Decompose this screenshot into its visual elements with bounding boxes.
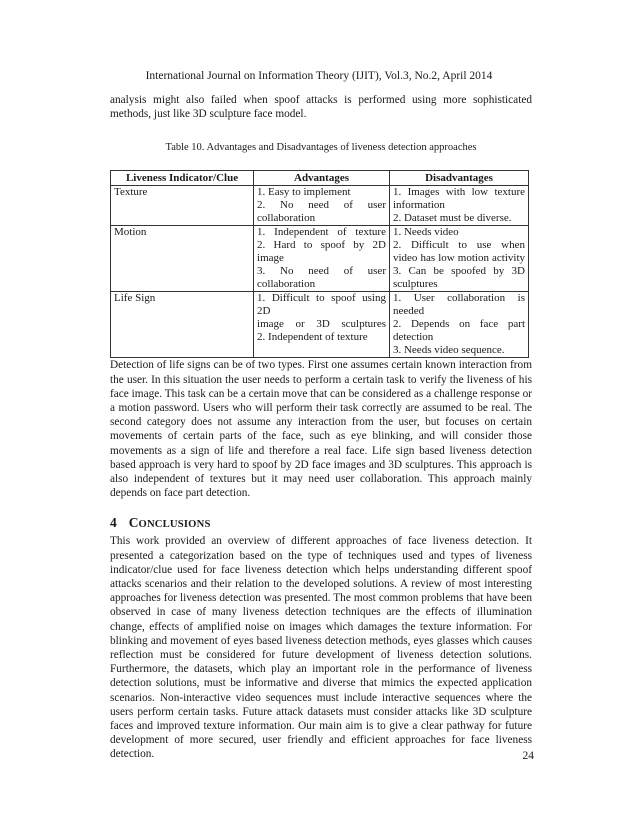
table-row [111, 226, 529, 292]
cell-line: needed [392, 305, 425, 318]
conclusions-paragraph: This work provided an overview of different approaches of face liveness detection. It presented a categorization based on the type of techniques used and types of liveness indicator/clue used for face liveness detection which helps understanding different spoof attacks scenarios and their relation to the developed solutions. A review of most interesting approaches for liveness detection was presented. The most common problems that have been observed in case of many liveness detection techniques are the effects of illumination change, effects of amplified noise on images which damages the texture information. For blinking and movement of eyes based liveness detection methods, eyes glasses which causes reflection must be considered for future development of liveness detection solutions. Furthermore, the datasets, which play an important role in the performance of liveness detection solutions, must be informative and diverse that mimics the expected application scenarios. Non-interactive video sequences must include interactive sequences where the users perform certain tasks. Future attack datasets must consider attacks like 3D sculpture faces and improved texture information. Our main aim is to give a clear pathway for future development of more secured, user friendly and efficient approaches for face liveness detection. [110, 535, 532, 761]
cell-line: 2. Difficult to use when [392, 239, 525, 252]
intro-paragraph: analysis might also failed when spoof attacks is performed using more sophisticated methods, just like 3D sculpture face model. [110, 94, 532, 121]
cell-line: collaboration [257, 278, 316, 291]
cell-disadvantages [389, 186, 528, 226]
column-header-indicator: Liveness Indicator/Clue [111, 171, 254, 186]
cell-line: 3. Can be spoofed by 3D [392, 265, 525, 278]
section-number: 4 [110, 515, 117, 531]
running-header: International Journal on Information Theory (IJIT), Vol.3, No.2, April 2014 [145, 70, 493, 82]
page-content [110, 93, 532, 762]
cell-line: 2. Hard to spoof by 2D [257, 239, 386, 252]
cell-line: video has low motion activity [392, 252, 525, 265]
table-header-row [111, 171, 529, 186]
table-row [111, 186, 529, 226]
cell-line: 3. No need of user [257, 265, 386, 278]
section-title-rest: ONCLUSIONS [138, 519, 211, 531]
cell-advantages [254, 186, 390, 226]
cell-line: image [257, 252, 284, 265]
cell-line: image or 3D sculptures [257, 318, 386, 331]
life-sign-paragraph: Detection of life signs can be of two types. First one assumes certain known interaction from the user. In this situation the user needs to perform a certain task to verify the liveness of his face image. This task can be a certain move that can be considered as a challenge response or a motion password. Users who will perform their task correctly are assumed to be real. The second category does not assume any interaction from the user, but focuses on certain movements of certain parts of the face, such as eye blinking, and will consider those movements as a sign of life and therefore a real face. Life sign based liveness detection based approach is very hard to spoof by 2D face images and 3D sculptures. This approach is also independent of textures but it may need user collaboration. This approach mainly depends on face part detection. [110, 359, 532, 500]
cell-line: 1. User collaboration is [392, 292, 525, 305]
cell-line: collaboration [257, 212, 316, 225]
column-header-advantages: Advantages [254, 171, 390, 186]
cell-line: 1. Difficult to spoof using 2D [257, 292, 386, 318]
table-body [111, 186, 529, 358]
cell-line: 2. Depends on face part [392, 318, 525, 331]
cell-indicator: Motion [111, 226, 254, 292]
cell-indicator: Life Sign [111, 292, 254, 358]
cell-line: 1. Easy to implement [257, 186, 351, 199]
cell-line: information [392, 199, 445, 212]
cell-line: 2. No need of user [257, 199, 386, 212]
table-row [111, 292, 529, 358]
cell-line: 2. Dataset must be diverse. [392, 212, 512, 225]
page-number: 24 [522, 750, 534, 762]
cell-line: detection [392, 331, 434, 344]
column-header-disadvantages: Disadvantages [389, 171, 528, 186]
cell-advantages [254, 292, 390, 358]
cell-line: 3. Needs video sequence. [392, 344, 505, 357]
liveness-table [110, 170, 529, 358]
section-title-initial: C [128, 515, 139, 531]
cell-disadvantages [389, 226, 528, 292]
cell-line: sculptures [392, 278, 438, 291]
cell-line: 1. Images with low texture [392, 186, 525, 199]
table-caption: Table 10. Advantages and Disadvantages of liveness detection approaches [165, 142, 477, 154]
cell-indicator: Texture [111, 186, 254, 226]
cell-line: 1. Needs video [392, 226, 459, 239]
section-heading-conclusions [110, 514, 532, 534]
cell-line: 1. Independent of texture [257, 226, 386, 239]
cell-line: 2. Independent of texture [257, 331, 368, 344]
cell-advantages [254, 226, 390, 292]
cell-disadvantages [389, 292, 528, 358]
